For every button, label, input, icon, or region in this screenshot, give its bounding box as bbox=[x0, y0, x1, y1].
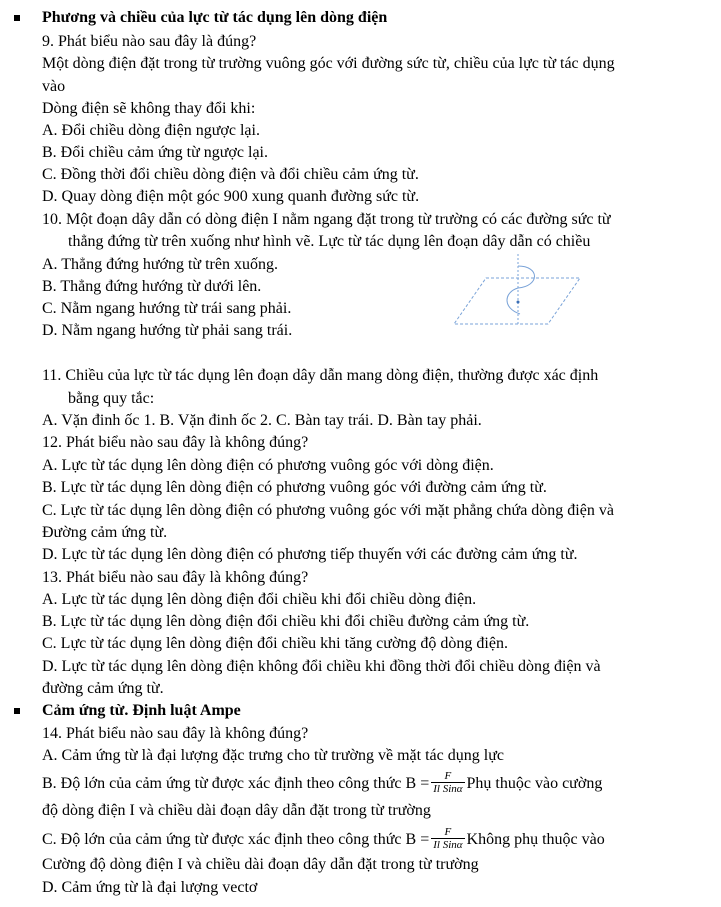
question-14-option-a: A. Cảm ứng từ là đại lượng đặc trưng cho từ trường về mặt tác dụng lực bbox=[42, 747, 504, 764]
formula-numerator: F bbox=[431, 826, 464, 839]
option-b-text: Phụ thuộc vào cường bbox=[466, 775, 603, 793]
question-12-option-c: Đường cảm ứng từ. bbox=[42, 524, 168, 541]
question-13-option-b: B. Lực từ tác dụng lên dòng điện đổi chiều khi đổi chiều đường cảm ứng từ. bbox=[42, 613, 530, 630]
formula-denominator: Il Sinα bbox=[433, 783, 463, 795]
question-13-title: 13. Phát biểu nào sau đây là không đúng? bbox=[42, 569, 309, 586]
question-9-option-c: C. Đồng thời đổi chiều dòng điện và đổi chiều cảm ứng từ. bbox=[42, 166, 419, 183]
question-9-option-b: B. Đổi chiều cảm ứng từ ngược lại. bbox=[42, 144, 268, 161]
current-wire bbox=[507, 266, 535, 314]
question-10-option-c: C. Nằm ngang hướng từ trái sang phải. bbox=[42, 300, 292, 317]
question-10-option-d: D. Nằm ngang hướng từ phải sang trái. bbox=[42, 322, 293, 339]
question-13-option-a: A. Lực từ tác dụng lên dòng điện đổi chiều khi đổi chiều dòng điện. bbox=[42, 591, 477, 608]
question-14-option-b bbox=[42, 772, 602, 797]
question-12-title: 12. Phát biểu nào sau đây là không đúng? bbox=[42, 434, 309, 451]
question-9-line: Một dòng điện đặt trong từ trường vuông góc với đường sức từ, chiều của lực từ tác dụng bbox=[42, 55, 615, 72]
question-10-title: 10. Một đoạn dây dẫn có dòng điện I nằm ngang đặt trong từ trường có các đường sức từ bbox=[42, 211, 611, 228]
formula-fraction bbox=[431, 770, 464, 795]
current-dot bbox=[517, 301, 520, 304]
question-9-line: vào bbox=[42, 78, 66, 95]
question-9-title: 9. Phát biểu nào sau đây là đúng? bbox=[42, 33, 257, 50]
question-13-option-d: D. Lực từ tác dụng lên dòng điện không đổi chiều khi đồng thời đổi chiều dòng điện và bbox=[42, 658, 601, 675]
question-10-option-a: A. Thẳng đứng hướng từ trên xuống. bbox=[42, 256, 278, 273]
section-heading: Cảm ứng từ. Định luật Ampe bbox=[42, 702, 241, 719]
question-13-option-c: C. Lực từ tác dụng lên dòng điện đổi chiều khi tăng cường độ dòng điện. bbox=[42, 635, 508, 652]
formula-denominator: Il Sinα bbox=[433, 839, 463, 851]
section-bullet bbox=[14, 15, 20, 21]
question-13-option-d: đường cảm ứng từ. bbox=[42, 680, 164, 697]
question-12-option-a: A. Lực từ tác dụng lên dòng điện có phương vuông góc với dòng điện. bbox=[42, 457, 494, 474]
option-b-text: B. Độ lớn của cảm ứng từ được xác định theo công thức B = bbox=[42, 775, 430, 793]
question-9-option-d: D. Quay dòng điện một góc 900 xung quanh đường sức từ. bbox=[42, 188, 420, 205]
question-10-line: thẳng đứng từ trên xuống như hình vẽ. Lực từ tác dụng lên đoạn dây dẫn có chiều bbox=[68, 233, 591, 250]
option-c-text: C. Độ lớn của cảm ứng từ được xác định theo công thức B = bbox=[42, 831, 430, 849]
question-14-option-b: độ dòng điện I và chiều dài đoạn dây dẫn đặt trong từ trường bbox=[42, 802, 431, 819]
question-10-option-b: B. Thẳng đứng hướng từ dưới lên. bbox=[42, 278, 262, 295]
question-11-line: bằng quy tắc: bbox=[68, 390, 155, 407]
question-12-option-c: C. Lực từ tác dụng lên dòng điện có phương vuông góc với mặt phẳng chứa dòng điện và bbox=[42, 502, 614, 519]
question-12-option-d: D. Lực từ tác dụng lên dòng điện có phương tiếp thuyến với các đường cảm ứng từ. bbox=[42, 546, 578, 563]
section-bullet bbox=[14, 708, 20, 714]
formula-fraction bbox=[431, 826, 464, 851]
question-9-option-a: A. Đổi chiều dòng điện ngược lại. bbox=[42, 122, 260, 139]
question-12-option-b: B. Lực từ tác dụng lên dòng điện có phương vuông góc với đường cảm ứng từ. bbox=[42, 479, 547, 496]
question-11-options: A. Vặn đinh ốc 1. B. Vặn đinh ốc 2. C. Bàn tay trái. D. Bàn tay phải. bbox=[42, 412, 482, 429]
question-14-option-d: D. Cảm ứng từ là đại lượng vectơ bbox=[42, 879, 258, 896]
section-heading: Phương và chiều của lực từ tác dụng lên dòng điện bbox=[42, 9, 388, 26]
magnetic-field-figure bbox=[452, 252, 584, 328]
question-14-option-c bbox=[42, 828, 605, 853]
formula-numerator: F bbox=[431, 770, 464, 783]
question-14-title: 14. Phát biểu nào sau đây là không đúng? bbox=[42, 725, 309, 742]
question-14-option-c: Cường độ dòng điện I và chiều dài đoạn dây dẫn đặt trong từ trường bbox=[42, 856, 479, 873]
option-c-text: Không phụ thuộc vào bbox=[466, 831, 605, 849]
question-11-title: 11. Chiều của lực từ tác dụng lên đoạn dây dẫn mang dòng điện, thường được xác định bbox=[42, 367, 599, 384]
question-9-line: Dòng điện sẽ không thay đổi khi: bbox=[42, 100, 256, 117]
